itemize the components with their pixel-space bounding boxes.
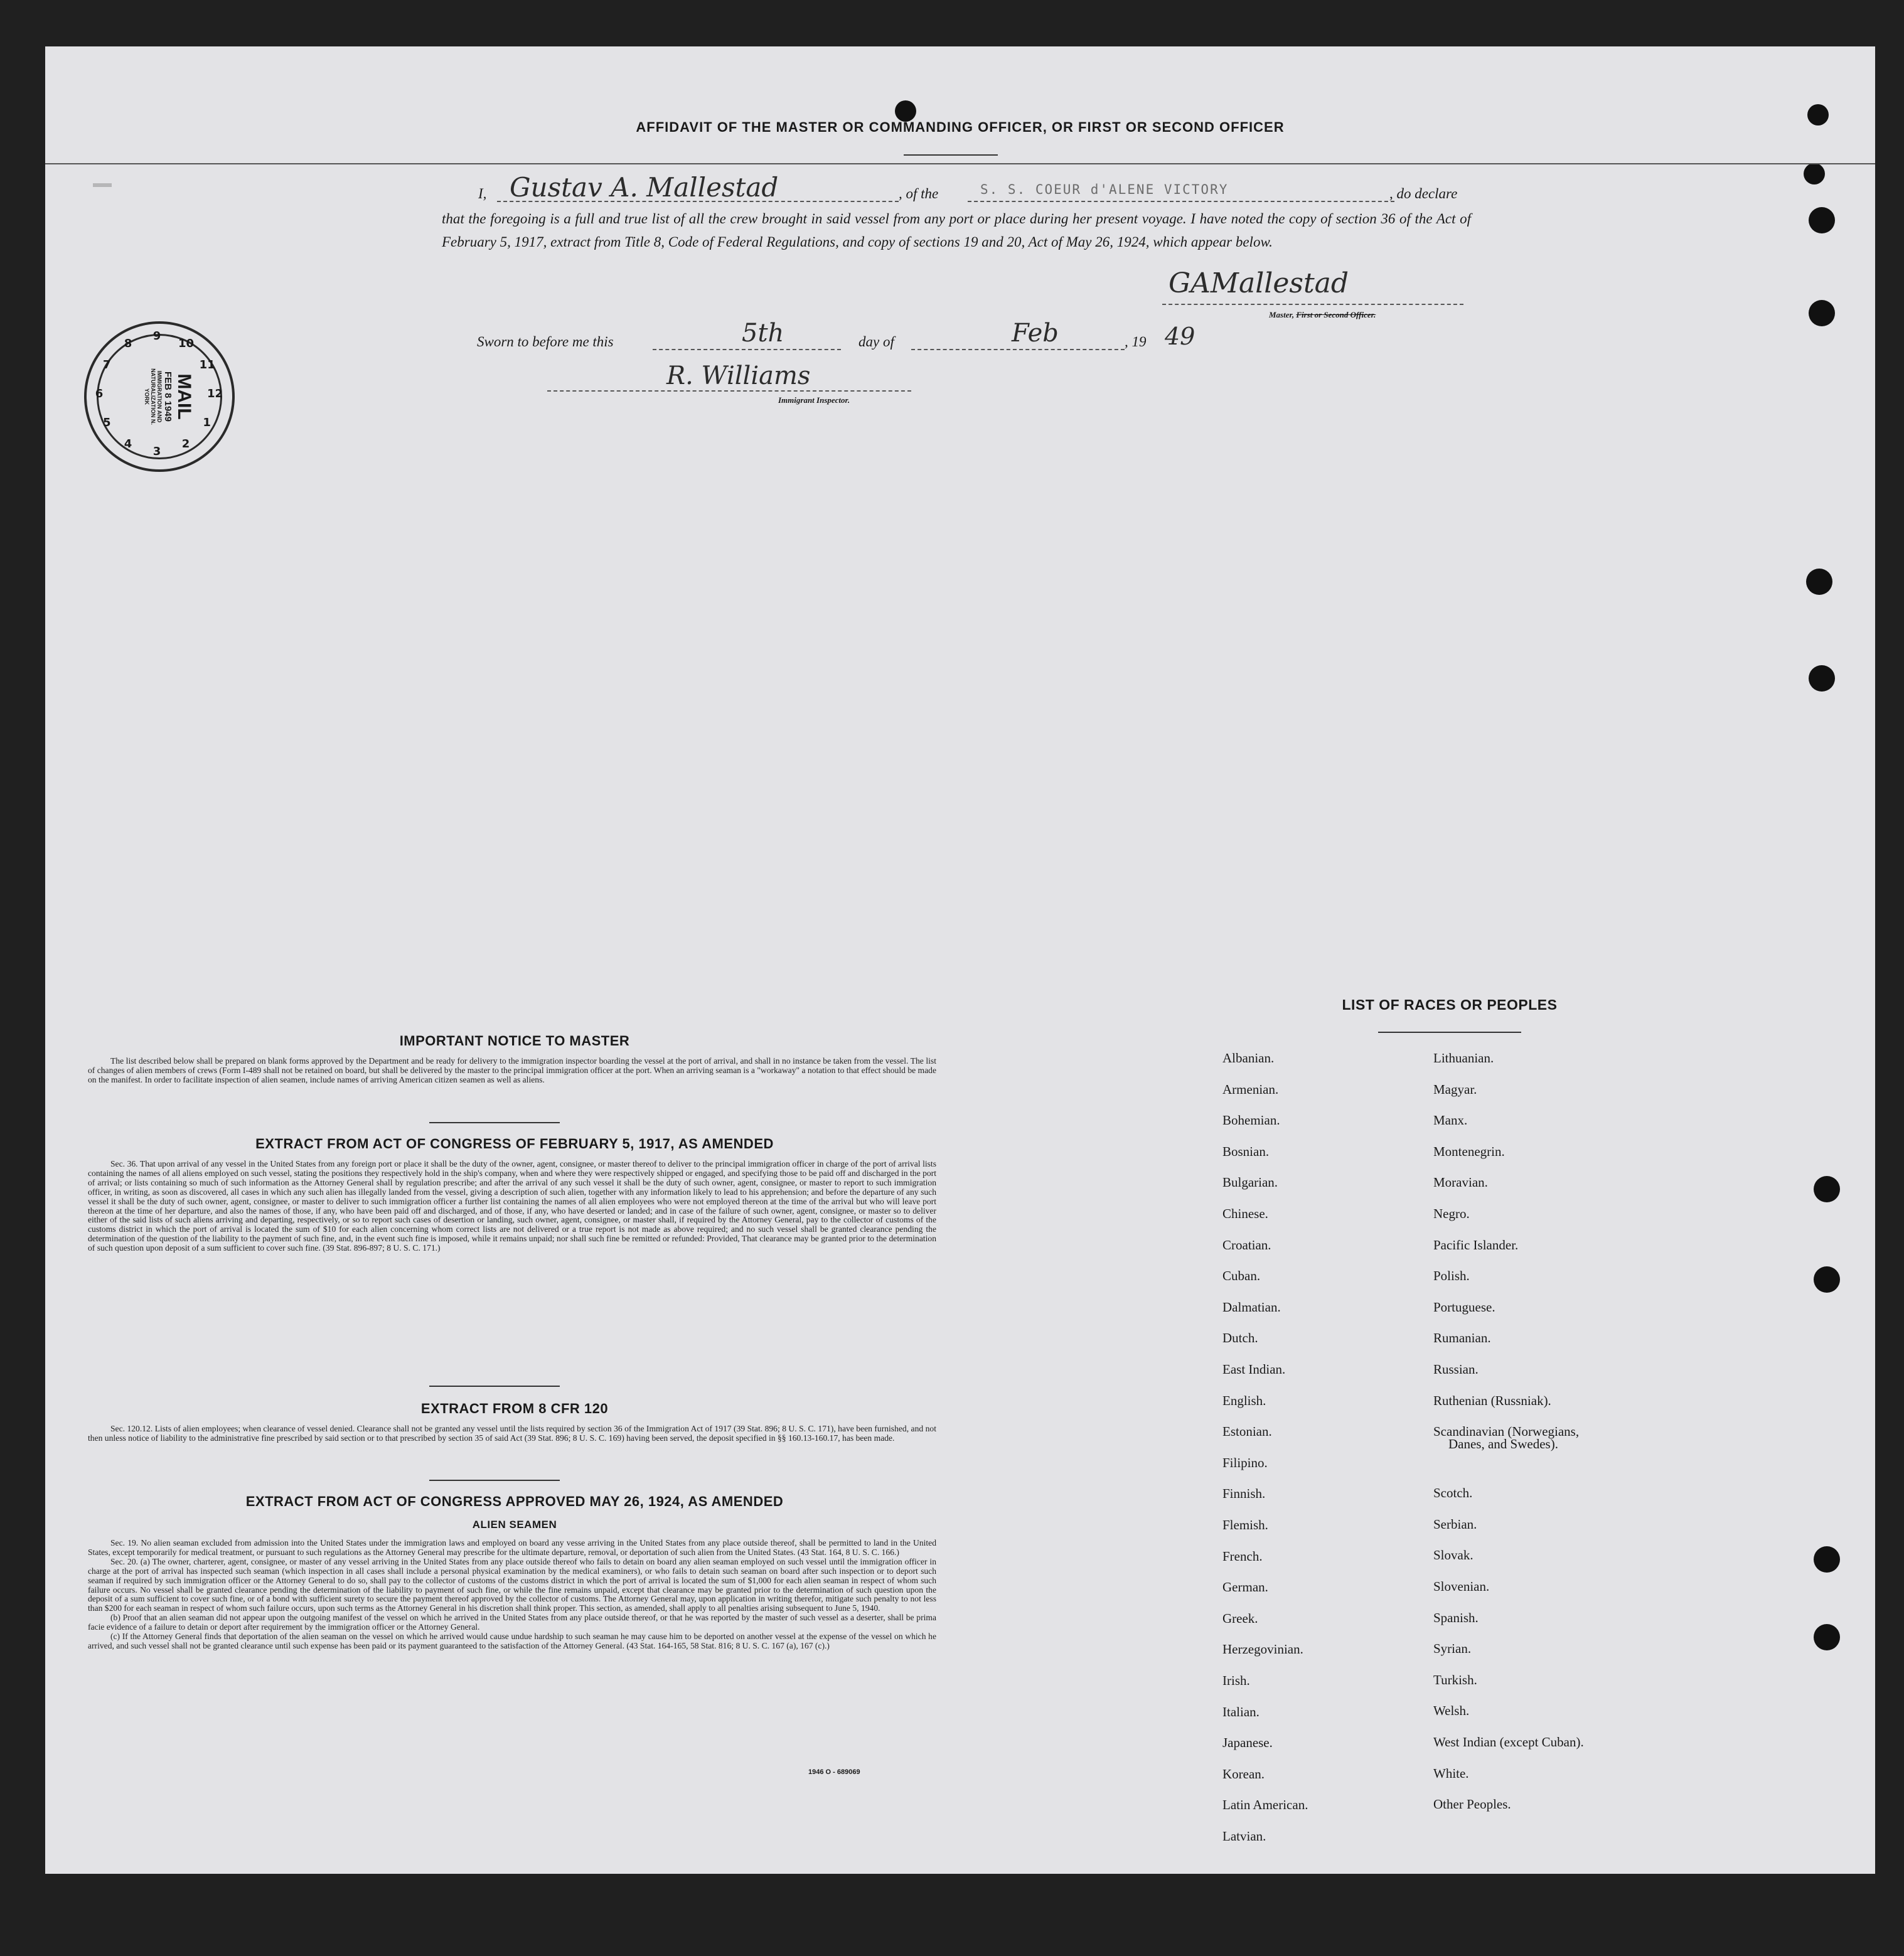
punch-hole xyxy=(1809,207,1835,233)
race-item: Greek. xyxy=(1222,1610,1258,1626)
affidavit-body: that the foregoing is a full and true list of all the crew brought in said vessel from any port or place during her present voyage. I have noted the copy of section 36 of the Act of February 5, 1917, extract from Title 8, Code of Federal Regulations, and copy of sections 19 and 20, Act of May 26, 1924, which appear below. xyxy=(442,211,1471,250)
race-item: Japanese. xyxy=(1222,1735,1273,1751)
inspector-label: Immigrant Inspector. xyxy=(778,395,850,405)
punch-hole xyxy=(1806,569,1832,595)
race-item: Russian. xyxy=(1433,1362,1479,1377)
sworn-day-line xyxy=(653,349,841,350)
stamp-date: FEB 8 1949 xyxy=(163,371,173,422)
race-item: Slovenian. xyxy=(1433,1579,1490,1594)
of-the-text: , of the xyxy=(899,186,939,201)
day-of-text: day of xyxy=(858,334,894,350)
race-item: Italian. xyxy=(1222,1704,1260,1719)
punch-hole xyxy=(1809,300,1835,326)
punch-hole xyxy=(1814,1176,1840,1202)
notice-text xyxy=(88,1057,936,1085)
race-item: Bulgarian. xyxy=(1222,1175,1278,1190)
races-title: LIST OF RACES OR PEOPLES xyxy=(1342,997,1558,1013)
extract-cfr-paragraph: Sec. 120.12. Lists of alien employees; when clearance of vessel denied. Clearance shall not be granted any vessel until the lists required by section 36 of the Immigration Act of 1917 (39 Stat. 896; 8 U. S. C. 171), have been furnished, and not then unless notice of liability to the administrative fine prescribed by said section or to that prescribed by section 35 of said Act (39 Stat. 896; 8 U. S. C. 169) having been served, the deposit specified in §§ 160.13-160.17, has been made. xyxy=(88,1424,936,1443)
master-signature-label xyxy=(1269,310,1376,320)
document-page xyxy=(45,46,1875,1874)
race-item: Lithuanian. xyxy=(1433,1050,1494,1066)
extract-1917-paragraph: Sec. 36. That upon arrival of any vessel in the United States from any foreign port or place it shall be the duty of the owner, agent, consignee, or master thereof to deliver to the principal immigration officer in charge of the port of arrival lists containing the names of all aliens employed on such vessel, stating the positions they respectively hold in the ship's company, when and where they were respectively shipped or engaged, and specifying those to be paid off and discharged in the port of arrival; or lists containing so much of such information as the Attorney General shall by regulation prescribe; and after the arrival of any such vessel it shall be the duty of such owner, agent, consignee, or master to report to such immigration officer, in writing, as soon as discovered, all cases in which any such alien has illegally landed from the vessel, giving a description of such alien, together with any information likely to lead to his apprehension; and before the departure of any such vessel it shall be the duty of such owner, agent, consignee, or master to deliver to such immigration officer a further list containing the names of all alien employees who were not employed thereon at the time of the arrival but who will leave port thereon at the time of her departure, and also the names of those, if any, who have been paid off and discharged, and of those, if any, who have deserted or landed; and in case of the failure of such owner, agent, consignee, or master so to deliver either of the said lists of such aliens arriving and departing, respectively, or so to report such cases of desertion or landing, such owner, agent, consignee, or master shall, if required by the Attorney General, pay to the collector of customs of the customs district in which the port of arrival is located the sum of $10 for each alien concerning whom correct lists are not delivered or a true report is not made as above required; and no such vessel shall be granted clearance pending the determination of the question of the liability to the payment of such fine, and, in the event such fine is imposed, while it remains unpaid; nor shall such fine be remitted or refunded: Provided, That clearance may be granted prior to the determination of such question upon deposit of a sum sufficient to cover such fine. (39 Stat. 896-897; 8 U. S. C. 171.) xyxy=(88,1159,936,1253)
race-item: Other Peoples. xyxy=(1433,1797,1511,1812)
races-title-underline xyxy=(1378,1032,1521,1033)
race-item: Serbian. xyxy=(1433,1516,1477,1532)
affidavit-title: AFFIDAVIT OF THE MASTER OR COMMANDING OFFICER, OR FIRST OR SECOND OFFICER xyxy=(636,119,1285,135)
race-item: Dutch. xyxy=(1222,1330,1258,1346)
race-item: Irish. xyxy=(1222,1673,1250,1688)
race-item: Danes, and Swedes). xyxy=(1448,1436,1558,1452)
sworn-prefix: Sworn to before me this xyxy=(477,334,614,350)
race-item: Rumanian. xyxy=(1433,1330,1491,1346)
race-item: Spanish. xyxy=(1433,1610,1479,1625)
notice-divider xyxy=(429,1122,560,1123)
stamp-clock-number: 11 xyxy=(199,358,215,371)
race-item: Negro. xyxy=(1433,1206,1470,1221)
race-item: Armenian. xyxy=(1222,1081,1279,1097)
master-signature: GAMallestad xyxy=(1169,267,1349,299)
extract-1924-paragraph: Sec. 19. No alien seaman excluded from admission into the United States under the immigration laws and employed on board any vesse arriving in the United States from any place outside thereof, shall be permitted to land in the United States, except temporarily for medical treatment, or pursuant to such regulations as the Attorney General may prescribe for the ultimate departure, removal, or deportation of such alien from the United States. (43 Stat. 164, 8 U. S. C. 166.) xyxy=(88,1538,936,1557)
race-item: Ruthenian (Russniak). xyxy=(1433,1392,1551,1408)
stamp-word: MAIL xyxy=(174,373,195,420)
race-item: Polish. xyxy=(1433,1268,1470,1284)
race-item: Slovak. xyxy=(1433,1547,1473,1563)
master-name-handwritten: Gustav A. Mallestad xyxy=(510,172,779,203)
race-item: Scotch. xyxy=(1433,1485,1473,1501)
inspector-line xyxy=(547,390,911,392)
extract-1917-divider xyxy=(429,1386,560,1387)
race-item: Latvian. xyxy=(1222,1829,1266,1844)
extract-1924-paragraph: Sec. 20. (a) The owner, charterer, agent, consignee, or master of any vessel arriving in the United States from any place outside thereof who fails to detain on board any alien seaman employed on such vessel until the immigration officer in charge at the port of arrival has inspected such seaman (which inspection in all cases shall include a personal physical examination by the medical examiners), or who fails to detain such seaman on board after such inspection or to deport such seaman if required by such immigration officer or the Attorney General to do so, shall pay to the collector of customs of the customs district in which the port of arrival is located the sum of $1,000 for each alien seaman in respect of whom such failure occurs. No vessel shall be granted clearance pending the determination of the liability to payment of such fine, or while the fine remains unpaid, except that clearance may be granted prior to the determination of such question upon the deposit of a sum sufficient to cover such fine, or of a bond with sufficient surety to secure the payment thereof approved by the collector of customs. The Attorney General may, upon application in writing therefor, mitigate such penalty to not less than $200 for each seaman in respect of whom such failure occurs, upon such terms as the Attorney General in his discretion shall think proper. This section, as amended, shall apply to all penalties arising subsequent to June 5, 1940. xyxy=(88,1556,936,1613)
race-item: Turkish. xyxy=(1433,1672,1477,1687)
extract-1917-text xyxy=(88,1160,936,1253)
label-struck: First or Second Officer. xyxy=(1296,310,1376,319)
race-item: Dalmatian. xyxy=(1222,1299,1281,1315)
punch-hole xyxy=(1814,1624,1840,1650)
race-item: Albanian. xyxy=(1222,1050,1275,1066)
race-item: Filipino. xyxy=(1222,1455,1268,1470)
race-item: Bosnian. xyxy=(1222,1143,1270,1159)
year-prefix: , 19 xyxy=(1125,334,1147,350)
race-item: Magyar. xyxy=(1433,1081,1477,1097)
top-rule xyxy=(45,163,1875,164)
notice-paragraph: The list described below shall be prepared on blank forms approved by the Department and be ready for delivery to the immigration inspector boarding the vessel at the port of arrival, and shall in no instance be taken from the vessel. The list of changes of alien members of crews (Form I-489 shall not be retained on board, but shall be delivered by the master to the principal immigration officer at the port. When an arriving seaman is a "workaway" a notation to that effect should be made on the manifest. In order to facilitate inspection of alien seamen, include names of arriving American citizen seamen as well as aliens. xyxy=(88,1056,936,1084)
race-item: Korean. xyxy=(1222,1766,1265,1782)
sworn-month: Feb xyxy=(1012,319,1059,348)
race-item: Herzegovinian. xyxy=(1222,1642,1303,1657)
race-item: Welsh. xyxy=(1433,1703,1470,1719)
notice-title: IMPORTANT NOTICE TO MASTER xyxy=(399,1033,630,1049)
race-item: Moravian. xyxy=(1433,1175,1488,1190)
stamp-clock-number: 5 xyxy=(103,416,111,429)
stamp-clock-number: 2 xyxy=(181,437,190,451)
race-item: German. xyxy=(1222,1579,1268,1595)
intro-i: I, xyxy=(478,186,487,201)
race-item: Chinese. xyxy=(1222,1206,1268,1221)
stamp-clock-number: 4 xyxy=(124,437,132,451)
title-underline xyxy=(904,154,998,156)
race-item: Estonian. xyxy=(1222,1424,1272,1440)
extract-1924-text xyxy=(88,1539,936,1651)
stamp-clock-number: 9 xyxy=(152,329,161,343)
race-item: Pacific Islander. xyxy=(1433,1237,1519,1253)
race-item: Croatian. xyxy=(1222,1237,1271,1253)
stamp-clock-number: 8 xyxy=(124,337,132,351)
race-item: Syrian. xyxy=(1433,1641,1472,1657)
stamp-clock-number: 6 xyxy=(95,387,104,400)
stamp-clock-number: 7 xyxy=(103,358,111,371)
sworn-month-line xyxy=(911,349,1125,350)
race-item: Finnish. xyxy=(1222,1486,1266,1502)
master-signature-line xyxy=(1162,304,1463,305)
race-item: Bohemian. xyxy=(1222,1113,1280,1128)
sworn-year: 49 xyxy=(1165,323,1195,350)
punch-hole xyxy=(1814,1546,1840,1573)
inspector-signature: R. Williams xyxy=(666,361,811,390)
label-master: Master, xyxy=(1269,310,1295,319)
race-item: Portuguese. xyxy=(1433,1299,1495,1315)
punch-hole xyxy=(1804,163,1825,184)
extract-cfr-divider xyxy=(429,1480,560,1481)
vessel-name: S. S. COEUR d'ALENE VICTORY xyxy=(980,182,1229,197)
race-item: Flemish. xyxy=(1222,1517,1268,1532)
race-item: Montenegrin. xyxy=(1433,1143,1505,1159)
master-name-line xyxy=(497,201,899,202)
punch-hole xyxy=(1809,665,1835,692)
print-code: 1946 O - 689069 xyxy=(808,1768,860,1776)
race-item: Scandinavian (Norwegians, xyxy=(1433,1424,1580,1440)
extract-cfr-title: EXTRACT FROM 8 CFR 120 xyxy=(420,1401,609,1416)
sworn-day: 5th xyxy=(742,319,784,348)
extract-1917-title: EXTRACT FROM ACT OF CONGRESS OF FEBRUARY 5, 1917, AS AMENDED xyxy=(255,1136,774,1152)
stamp-office: IMMIGRATION AND NATURALIZATION N. YORK xyxy=(144,368,163,425)
vessel-line xyxy=(968,201,1394,202)
extract-1924-title: EXTRACT FROM ACT OF CONGRESS APPROVED MAY 26, 1924, AS AMENDED xyxy=(245,1494,784,1509)
stamp-clock-number: 3 xyxy=(152,445,161,458)
race-item: East Indian. xyxy=(1222,1362,1286,1377)
extract-1924-paragraph: (c) If the Attorney General finds that deportation of the alien seaman on the vessel on which he arrived would cause undue hardship to such seaman he may cause him to be deported on another vessel at the expense of the vessel on which he arrived, and such vessel shall not be granted clearance until such expense has been paid or its payment guaranteed to the satisfaction of the Attorney General. (43 Stat. 164-165, 58 Stat. 816; 8 U. S. C. 167 (a), 167 (c).) xyxy=(88,1632,936,1650)
race-item: White. xyxy=(1433,1765,1469,1781)
stamp-clock-number: 12 xyxy=(207,387,223,400)
extract-1924-subtitle: ALIEN SEAMEN xyxy=(472,1519,557,1531)
stamp-clock-number: 10 xyxy=(178,337,195,351)
race-item: Manx. xyxy=(1433,1113,1468,1128)
extract-cfr-text xyxy=(88,1424,936,1443)
stamp-clock-number: 1 xyxy=(203,416,211,429)
race-item: French. xyxy=(1222,1548,1263,1564)
race-item: Cuban. xyxy=(1222,1268,1261,1284)
punch-hole xyxy=(1814,1266,1840,1293)
race-item: English. xyxy=(1222,1392,1266,1408)
extract-1924-paragraph: (b) Proof that an alien seaman did not appear upon the outgoing manifest of the vessel on which he arrived in the United States from any place outside thereof, or that he was reported by the master of such vessel as a deserter, shall be prima facie evidence of a failure to detain or deport after requirement by the immigration officer or the Attorney General. xyxy=(88,1613,936,1632)
race-item: West Indian (except Cuban). xyxy=(1433,1734,1584,1750)
punch-hole xyxy=(895,100,916,122)
do-declare-text: , do declare xyxy=(1389,186,1458,201)
race-item: Latin American. xyxy=(1222,1797,1308,1813)
mail-date-stamp xyxy=(84,321,235,472)
stamp-center xyxy=(124,361,195,432)
smudge-mark xyxy=(93,183,112,187)
